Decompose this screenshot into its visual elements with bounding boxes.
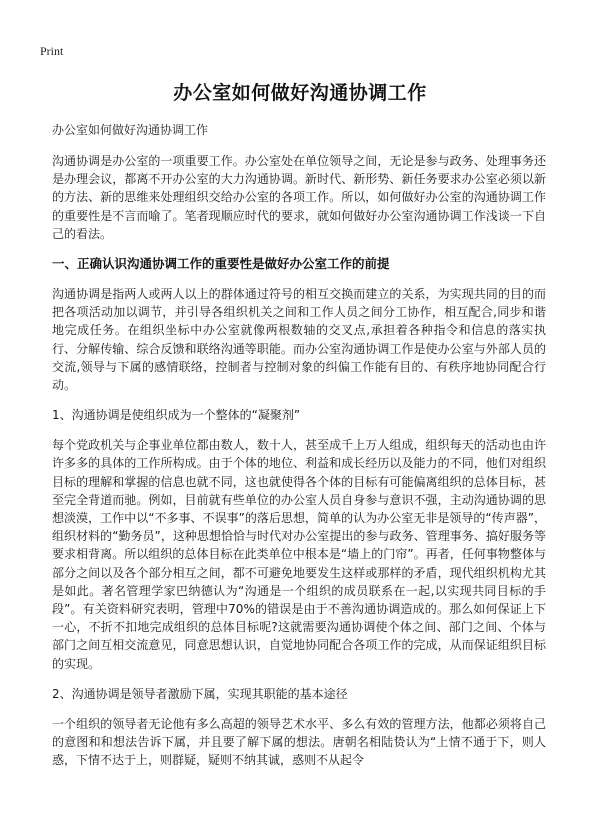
point-2-paragraph: 一个组织的领导者无论他有多么高超的领导艺术水平、多么有效的管理方法，他都必须将自己的意图和和想法告诉下属，并且要了解下属的想法。唐朝名相陆贽认为“上情不通于下，则人惑，下情不达于上，则群疑，疑则不纳其诚，惑则不从起令: [52, 716, 546, 768]
section-1-paragraph: 沟通协调是指两人或两人以上的群体通过符号的相互交换而建立的关系，为实现共同的目的而把各项活动加以调节，并引导各组织机关之间和工作人员之间分工协作，相互配合,同步和谐地完成任务。在组织坐标中办公室就像两根数轴的交叉点,承担着各种指令和信息的落实执行、分解传输、综合反馈和联络沟通等职能。而办公室沟通协调工作是使办公室与外部人员的交流,领导与下属的感情联络，控制者与控制对象的纠偏工作能有目的、有秩序地协同配合行动。: [52, 287, 546, 393]
print-link[interactable]: Print: [40, 44, 64, 58]
intro-paragraph: 沟通协调是办公室的一项重要工作。办公室处在单位领导之间，无论是参与政务、处理事务还是办理会议，都离不开办公室的大力沟通协调。新时代、新形势、新任务要求办公室必须以新的方法、新的思维来处理组织交给办公室的各项工作。所以，如何做好办公室的沟通协调工作的重要性是不言而喻了。笔者现顺应时代的要求，就如何做好办公室沟通协调工作浅谈一下自己的看法。: [52, 154, 546, 241]
point-1-paragraph: 每个党政机关与企事业单位都由数人，数十人，甚至成千上万人组成，组织每天的活动也由许许多多的具体的工作所构成。由于个体的地位、利益和成长经历以及能力的不同，他们对组织目标的理解和掌握的信息也就不同，这也就使得各个体的目标有可能偏离组织的总体目标，甚至完全背道而驰。例如，目前就有些单位的办公室人员自身参与意识不强，主动沟通协调的思想淡漠，工作中以“不多事、不误事”的落后思想，简单的认为办公室无非是领导的“传声器”，组织材料的“勤务员”，这种思想恰恰与时代对办公室提出的参与政务、管理事务、搞好服务等要求相背离。所以组织的总体目标在此类单位中根本是“墙上的门帘”。再者，任何事物整体与部分之间以及各个部分相互之间，都不可避免地要发生这样或那样的矛盾，现代组织机构尤其是如此。著名管理学家巴纳德认为“沟通是一个组织的成员联系在一起,以实现共同目标的手段”。有关资料研究表明，管理中70%的错误是由于不善沟通协调造成的。那么如何保证上下一心，不折不扣地完成组织的总体目标呢?这就需要沟通协调使个体之间、部门之间、个体与部门之间互相交流意见，同意思想认识，自觉地协同配合各项工作的完成，从而保证组织目标的实现。: [52, 438, 546, 671]
section-1-heading: 一、正确认识沟通协调工作的重要性是做好办公室工作的前提: [52, 256, 390, 272]
page-title: 办公室如何做好沟通协调工作: [173, 82, 427, 104]
article-body: [52, 152, 546, 781]
point-1-heading: 1、沟通协调是使组织成为一个整体的“凝聚剂”: [52, 408, 301, 423]
article-subtitle: 办公室如何做好沟通协调工作: [52, 123, 209, 137]
point-2-heading: 2、沟通协调是领导者激励下属，实现其职能的基本途径: [52, 686, 348, 701]
